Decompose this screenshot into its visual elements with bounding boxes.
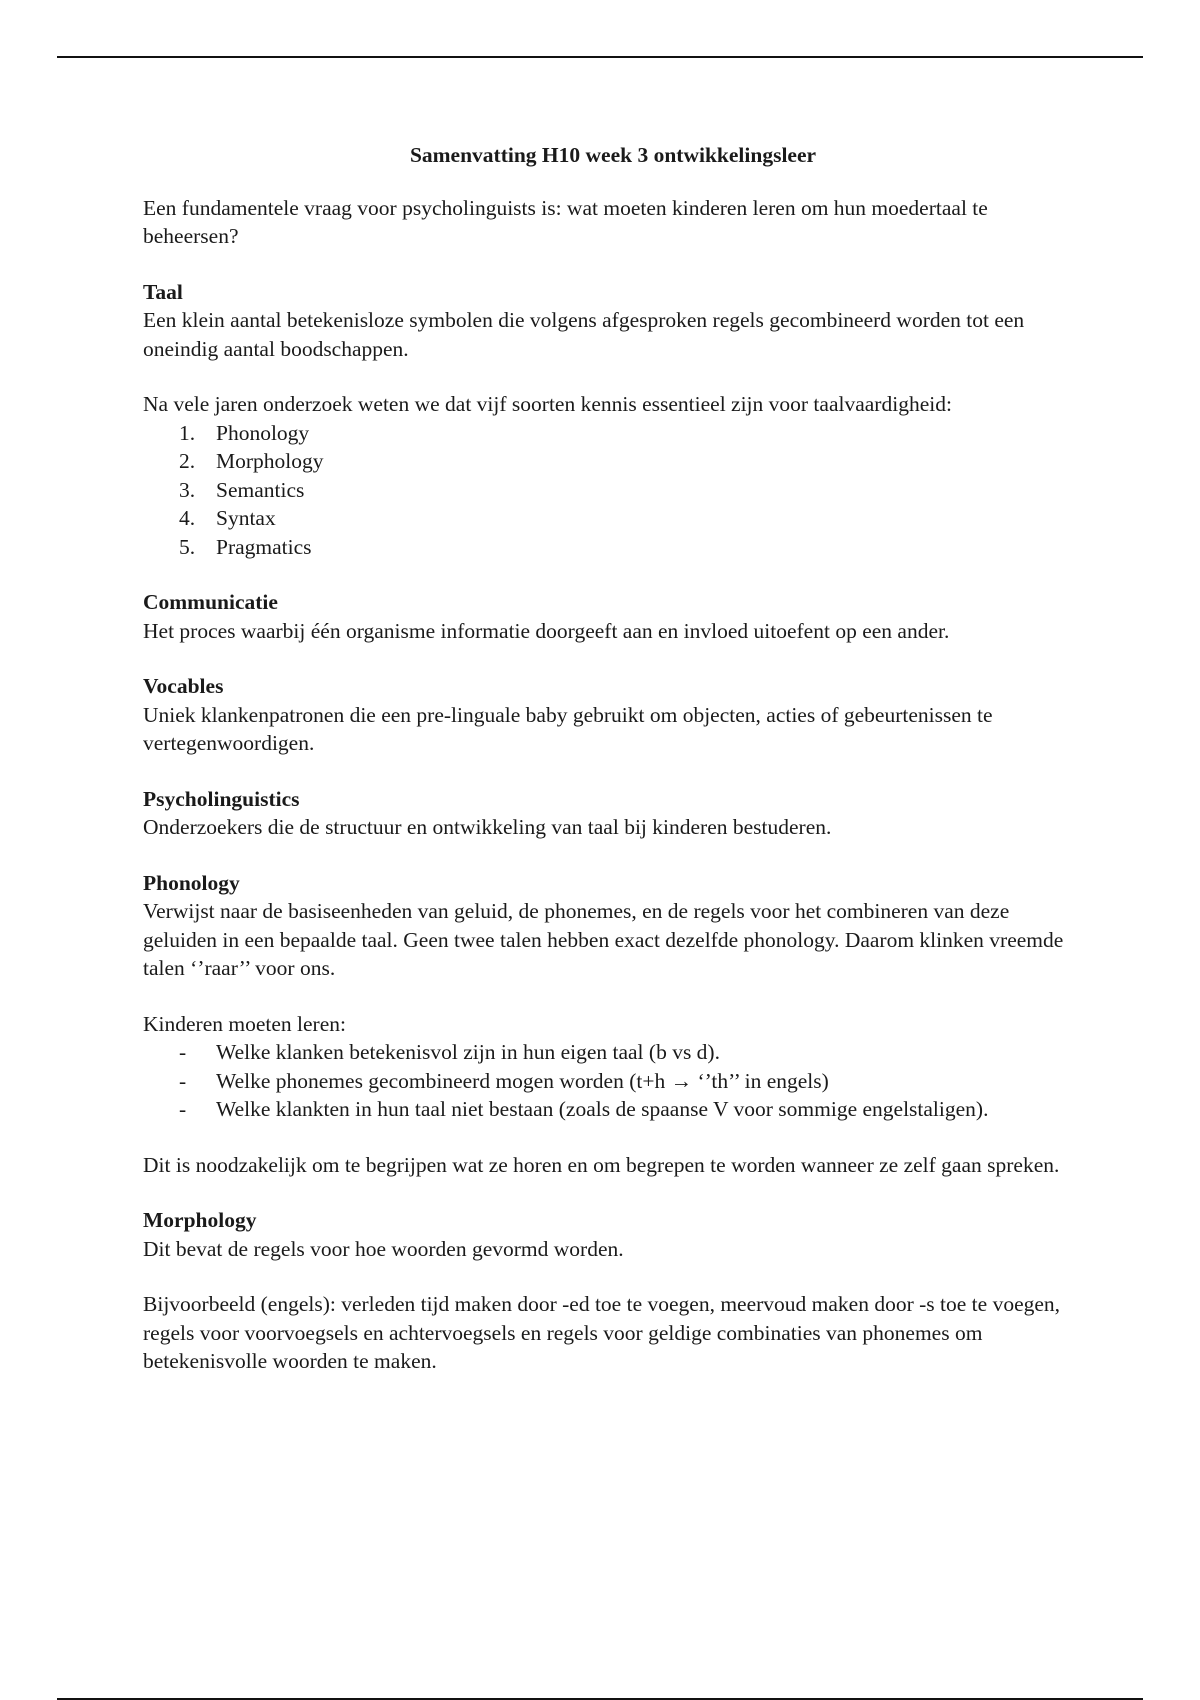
section-heading: Communicatie [143,590,278,614]
list-number: 5. [179,534,196,559]
section-psycholinguistics [143,785,1083,842]
section-heading: Phonology [143,870,240,895]
list-item [143,533,1083,562]
list-item [143,419,1083,448]
section-heading: Vocables [143,674,224,698]
section-text: Dit bevat de regels voor hoe woorden gevormd worden. [143,1236,624,1261]
kinderen-intro: Kinderen moeten leren: [143,1011,346,1036]
list-number: 2. [179,449,196,473]
list-item-label: Morphology [216,449,324,473]
document-body [143,141,1083,1403]
list-item-label: Semantics [216,477,305,502]
bijvoorbeeld-paragraph: Bijvoorbeeld (engels): verleden tijd maken door -ed toe te voegen, meervoud maken door -s toe te voegen, regels voor voorvoegsels en achtervoegsels en regels voor geldige combinaties van phonemes om betekenisvolle woorden te maken. [143,1292,1061,1373]
section-heading: Morphology [143,1208,257,1232]
list-item-text: Welke klankten in hun taal niet bestaan (zoals de spaanse V voor sommige engelstaligen). [216,1097,989,1121]
section-heading: Psycholinguistics [143,786,300,811]
list-item-text: Welke klanken betekenisvol zijn in hun eigen taal (b vs d). [216,1040,720,1064]
list-bullet: - [179,1040,187,1064]
kinderen-list [143,1038,1083,1124]
list-item [143,1067,1083,1096]
top-rule [57,56,1143,58]
section-heading: Taal [143,279,183,304]
list-number: 4. [179,506,196,530]
section-communicatie [143,588,1083,645]
section-text: Uniek klankenpatronen die een pre-linguale baby gebruikt om objecten, acties of gebeurtenissen te vertegenwoordigen. [143,702,993,755]
list-item-label: Pragmatics [216,534,312,559]
list-item [143,447,1083,476]
section-phonology [143,869,1083,983]
list-item [143,1095,1083,1124]
section-text: Onderzoekers die de structuur en ontwikkeling van taal bij kinderen bestuderen. [143,815,832,839]
section-morphology [143,1206,1083,1263]
section-text: Verwijst naar de basiseenheden van geluid, de phonemes, en de regels voor het combineren van deze geluiden in een bepaalde taal. Geen twee talen hebben exact dezelfde phonology. Daarom klinken vreemde talen ‘’raar’’ voor ons. [143,899,1064,980]
kennis-list [143,419,1083,562]
section-vocables [143,672,1083,758]
noodzakelijk-paragraph: Dit is noodzakelijk om te begrijpen wat ze horen en om begrepen te worden wanneer ze zelf gaan spreken. [143,1152,1060,1177]
list-item-label: Syntax [216,506,276,530]
kennis-intro: Na vele jaren onderzoek weten we dat vijf soorten kennis essentieel zijn voor taalvaardigheid: [143,392,952,416]
section-text: Een klein aantal betekenisloze symbolen die volgens afgesproken regels gecombineerd worden tot een oneindig aantal boodschappen. [143,308,1025,361]
section-taal [143,278,1083,364]
document-title: Samenvatting H10 week 3 ontwikkelingsleer [409,143,817,167]
list-item [143,476,1083,505]
list-item-text: Welke phonemes gecombineerd mogen worden (t+h → ‘’th’’ in engels) [216,1068,829,1093]
list-number: 3. [179,477,196,502]
list-item [143,1038,1083,1067]
list-bullet: - [179,1068,187,1093]
intro-paragraph: Een fundamentele vraag voor psycholinguists is: wat moeten kinderen leren om hun moedertaal te beheersen? [143,195,988,248]
list-bullet: - [179,1097,187,1121]
list-item-label: Phonology [216,420,310,445]
list-number: 1. [179,420,196,445]
section-text: Het proces waarbij één organisme informatie doorgeeft aan en invloed uitoefent op een ander. [143,618,950,643]
list-item [143,504,1083,533]
